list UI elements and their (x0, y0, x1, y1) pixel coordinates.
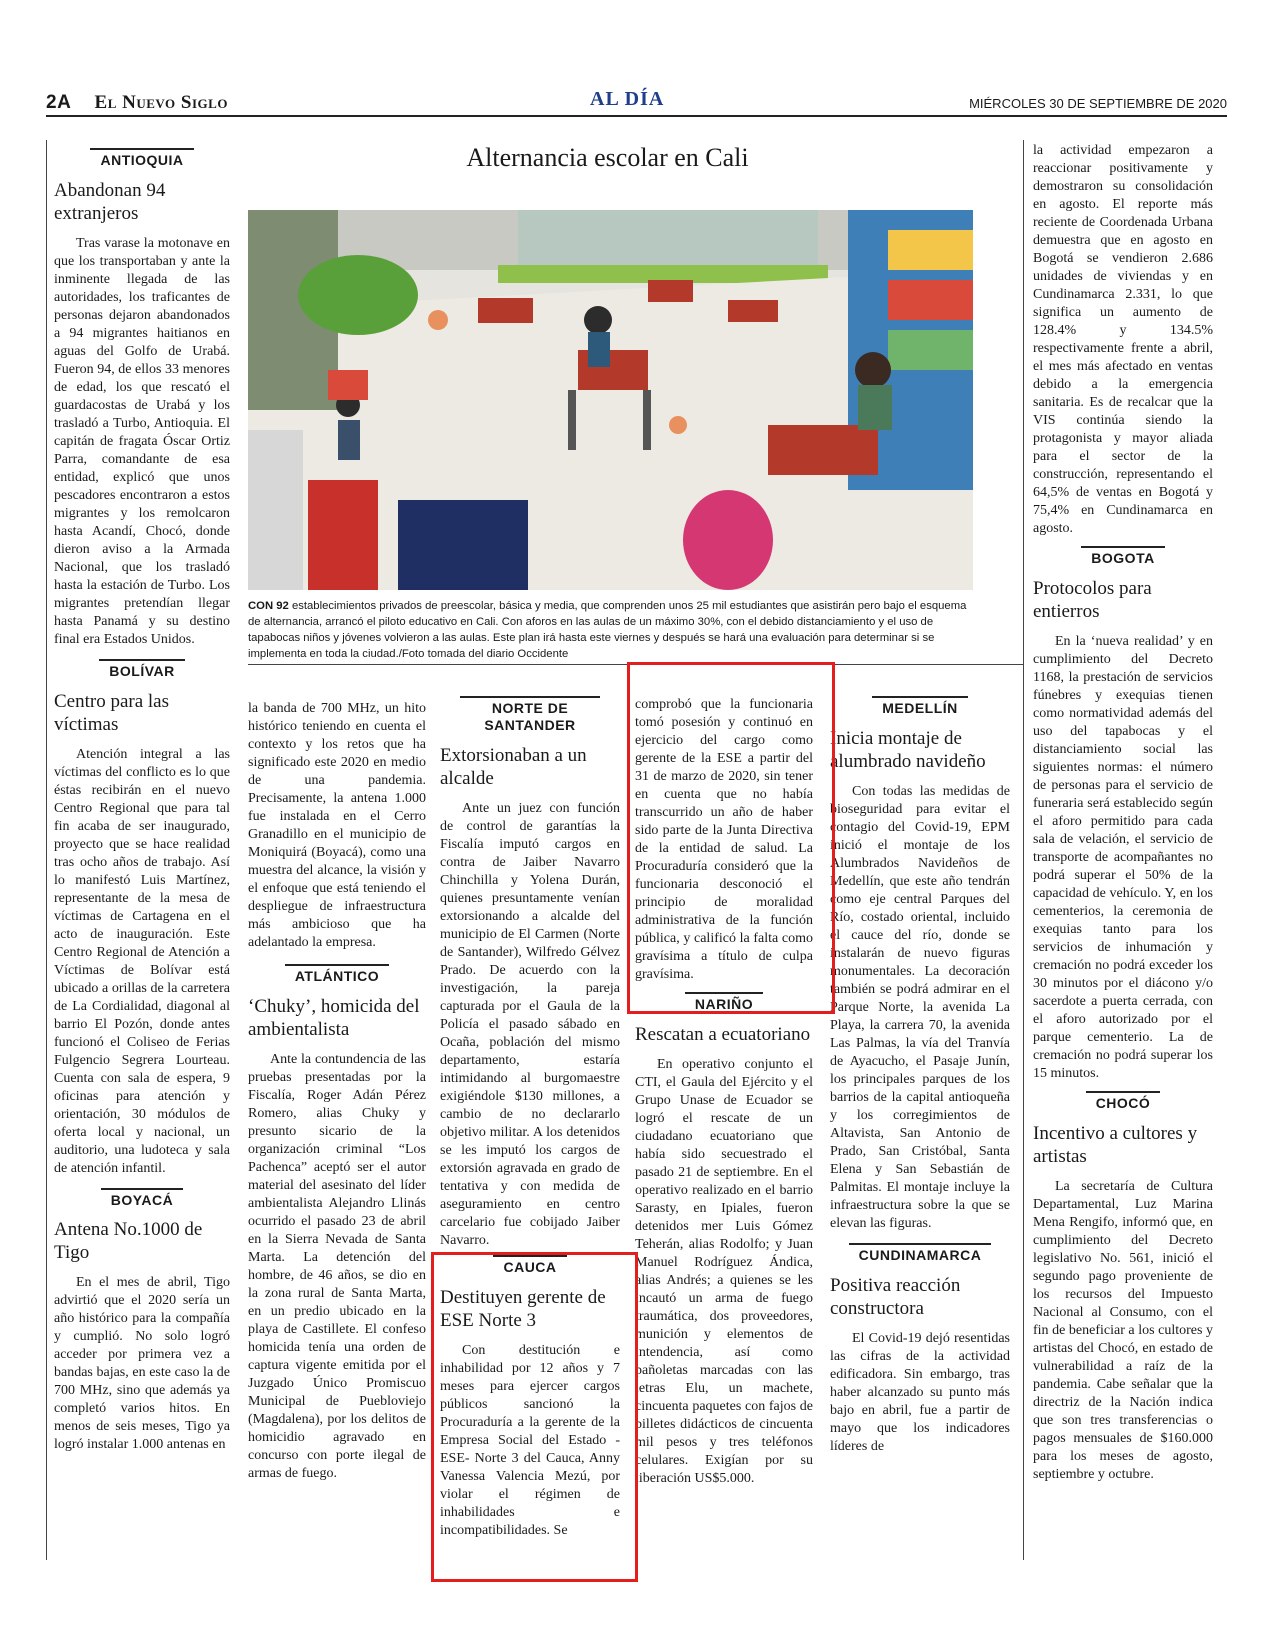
body-bogota: En la ‘nueva realidad’ y en cumplimiento del Decreto 1168, la prestación de servicios fúnebres y exequias tienen como normatividad además del uso del tapabocas y el distanciamiento social las siguientes normas: el número de personas para el servicio de funeraria será establecido según el aforo permitido para cada sala de velación, el servicio de transporte de acompañantes no podrá superar el 50% de la capacidad de vehículo. Y, en los cementerios, la ceremonia de exequias tanto para los servicios de inhumación y cremación no podrá exceder los 30 minutos por el diácono y/o sacerdote a puerta cerrada, con el aforo autorizado por el parque cementerio. La de cremación no podrá superar los 15 minutos. (1033, 633, 1213, 1081)
main-story-title: Alternancia escolar en Cali (466, 143, 749, 172)
photo-caption (248, 598, 976, 662)
section-norte-santander: NORTE DE SANTANDER (460, 696, 600, 734)
column-1 (54, 140, 230, 1454)
body-boyaca-continued: la banda de 700 MHz, un hito histórico teniendo en cuenta el contexto y los retos que ha significado este 2020 en medio de una pandemia. Precisamente, la antena 1.000 fue instalada en el Cerro Granadillo en el municipio de Moniquirá (Boyacá), como una muestra del alcance, la visión y el enfoque que está teniendo el despliegue de infraestructura más ambicioso que ha adelantado la empresa. (248, 701, 426, 950)
caption-text: establecimientos privados de preescolar, básica y media, que comprenden unos 25 mil estudiantes que asistirán pero bajo el esquema de alternancia, arrancó el piloto educativo en Cali. Con aforos en las aulas de un máximo 30%, con el debido distanciamiento y el uso de tapabocas niños y jóvenes volvieron a las aulas. Este plan irá hasta este viernes y después se hará una evaluación para determinar si se implementa en toda la ciudad./Foto tomada del diario Occidente (248, 600, 967, 660)
highlight-box-cauca (431, 1252, 638, 1582)
section-bolivar: BOLÍVAR (99, 659, 184, 680)
classroom-photo (248, 210, 973, 590)
column-6 (1033, 142, 1213, 1484)
newspaper-name: El Nuevo Siglo (94, 92, 228, 113)
column-2 (248, 700, 426, 1483)
body-cauca: Con destitución e inhabilidad por 12 años y 7 meses para ejercer cargos públicos sancionó la Procuraduría a la gerente de la Empresa Social del Estado -ESE- Norte 3 del Cauca, Anny Vanessa Valencia Mezú, por violar el régimen de inhabilidades e incompatibilidades. Se (440, 1342, 620, 1538)
column-3 (440, 696, 620, 1250)
left-margin-rule (46, 140, 47, 1560)
section-choco: CHOCÓ (1086, 1091, 1161, 1112)
body-norte-santander: Ante un juez con función de control de garantías la Fiscalía imputó cargos en contra de Jaiber Navarro Chinchilla y Yolena Durán, quienes presuntamente venían extorsionando a alcalde del municipio de El Carmen (Norte de Santander), Wilfredo Gélvez Prado. De acuerdo con la investigación, la pareja capturada por el Gaula de la Policía el pasado sábado en Ocaña, población del mismo departamento, estaría intimidando al burgomaestre exigiéndole $130 millones, a cambio de no declararlo objetivo militar. A los detenidos se les imputó los cargos de extorsión agravada en grado de tentativa y con medida de aseguramiento en centro carcelario fue cobijado Jaiber Navarro. (440, 800, 620, 1248)
headline-cundinamarca: Positiva reacción constructora (830, 1274, 961, 1319)
headline-atlantico: ‘Chuky’, homicida del ambientalista (248, 995, 420, 1040)
headline-norte-santander: Extorsionaban a un alcalde (440, 744, 587, 789)
headline-narino: Rescatan a ecuatoriano (635, 1023, 811, 1045)
page-number: 2A (46, 92, 72, 113)
headline-boyaca: Antena No.1000 de Tigo (54, 1219, 203, 1264)
section-narino: NARIÑO (685, 992, 763, 1013)
headline-cauca: Destituyen gerente de ESE Norte 3 (440, 1286, 606, 1331)
headline-bolivar: Centro para las víctimas (54, 690, 170, 735)
section-atlantico: ATLÁNTICO (285, 964, 389, 985)
headline-choco: Incentivo a cultores y artistas (1033, 1122, 1198, 1167)
section-bogota: BOGOTA (1081, 546, 1164, 567)
headline-antioquia: Abandonan 94 extranjeros (54, 179, 166, 224)
page-header-left (46, 92, 228, 114)
body-atlantico: Ante la contundencia de las pruebas presentadas por la Fiscalía, Roger Adán Pérez Romero, alias Chuky y presunto sicario de la organización criminal “Los Pachenca” aceptó ser el autor material del asesinato del líder ambientalista Alejandro Llinás ocurrido el pasado 23 de abril en la Sierra Nevada de Santa Marta. La detención del hombre, de 46 años, se dio en la zona rural de Santa Marta, en un predio ubicado en la playa de Castillete. El confeso homicida tenía una orden de captura vigente emitida por el Juzgado Único Promiscuo Municipal de Puebloviejo (Magdalena), por los delitos de homicidio agravado en concurso con porte ilegal de armas de fuego. (248, 1051, 426, 1481)
headline-medellin: Inicia montaje de alumbrado navideño (830, 727, 986, 772)
column-rule-right (1023, 140, 1024, 1560)
section-name: AL DÍA (590, 88, 665, 110)
header-rule (46, 115, 1227, 117)
column-5 (830, 696, 1010, 1456)
highlight-box-cauca-continued (627, 662, 835, 1014)
body-narino: En operativo conjunto el CTI, el Gaula del Ejército y el Grupo Unase de Ecuador se logró el rescate de un ciudadano ecuatoriano que había sido secuestrado el pasado 21 de septiembre. En el operativo realizado en el barrio Sarasty, en Ipiales, fueron detenidos mer Luis Gómez Teherán, alias Rodolfo; y Juan Manuel Rodríguez Ándica, alias Andrés; a quienes se les incautó un arma de fuego traumática, dos proveedores, munición y elementos de intendencia, así como pañoletas marcadas con las letras Elu, un machete, cincuenta paquetes con fajos de billetes didácticos de cincuenta mil pesos y tres teléfonos celulares. Exigían por su liberación US$5.000. (635, 1056, 813, 1486)
body-boyaca: En el mes de abril, Tigo advirtió que el 2020 sería un año histórico para la compañía y cumplió. No solo logró acceder por primera vez a bandas bajas, en este caso la de 700 MHz, sino que además ya completó varios hitos. En menos de seis meses, Tigo ya logró instalar 1.000 antenas en (54, 1275, 230, 1453)
classroom-illustration (248, 210, 973, 590)
section-cundinamarca: CUNDINAMARCA (849, 1243, 992, 1264)
section-antioquia: ANTIOQUIA (90, 148, 193, 169)
section-boyaca: BOYACÁ (101, 1188, 183, 1209)
body-cundinamarca-continued: la actividad empezaron a reaccionar positivamente y demostraron su consolidación en agosto. El reporte más reciente de Coordenada Urbana demuestra que en agosto en Bogotá se vendieron 2.686 unidades de viviendas y en Cundinamarca 2.331, lo que significa un aumento de 128.4% y 134.5% respectivamente frente a abril, el mes más afectado en ventas debido a la emergencia sanitaria. Es de recalcar que la VIS continúa siendo la protagonista y mayor aliada para el sector de la construcción, representando el 64,5% de ventas en Bogotá y 75,4% en Cundinamarca en agosto. (1033, 143, 1213, 536)
body-bolivar: Atención integral a las víctimas del conflicto es lo que éstas recibirán en el nuevo Centro Regional que para tal fin acaba de ser inaugurado, proyecto que se hace realidad tras ocho años de trabajo. Así lo manifestó Luis Martínez, representante de la mesa de víctimas de Cartagena en el acto de inauguración. Este Centro Regional de Atención a Víctimas de Bolívar está ubicado a orillas de la carretera de La Cordialidad, diagonal al barrio El Pozón, donde antes funcionó el Coliseo de Ferias Fulgencio Segrera Lourteau. Cuenta con sala de espera, 9 oficinas para atención y orientación, 30 módulos de oferta local y nacional, un auditorio, una ludoteca y sala de atención infantil. (54, 746, 230, 1176)
headline-bogota: Protocolos para entierros (1033, 577, 1152, 622)
body-antioquia: Tras varase la motonave en que los transportaban y ante la inminente llegada de las autoridades, los traficantes de personas dejaron abandonados a 94 migrantes haitianos en aguas del Golfo de Urabá. Fueron 94, de ellos 33 menores de edad, los que rescató el guardacostas de Urabá y los trasladó a Turbo, Antioquia. El capitán de fragata Óscar Ortiz Parra, comandante de esa entidad, explicó que unos pescadores encontraron a estos migrantes y los remolcaron hasta Acandí, Chocó, donde dieron aviso a la Armada Nacional, que los trasladó hasta la estación de Turbo. Los migrantes pretendían llegar hasta Panamá y su destino final era Estados Unidos. (54, 235, 230, 647)
body-choco: La secretaría de Cultura Departamental, Luz Marina Mena Rengifo, informó que, en cumplimiento del Decreto legislativo No. 561, inició el segundo pago proveniente de los recursos del Impuesto Nacional al Consumo, con el fin de beneficiar a los cultores y artistas del Chocó, en estado de vulnerabilidad a raíz de la pandemia. Cabe señalar que la directriz de la Nación indica que son tres transferencias o pagos mensuales de $160.000 para los meses de agosto, septiembre y octubre. (1033, 1178, 1213, 1482)
page-date: MIÉRCOLES 30 DE SEPTIEMBRE DE 2020 (969, 96, 1227, 111)
section-medellin: MEDELLÍN (872, 696, 968, 717)
body-medellin: Con todas las medidas de bioseguridad para evitar el contagio del Covid-19, EPM inició el montaje de los Alumbrados Navideños de Medellín, que este año tendrán como eje central Parques del Río, costado oriental, incluido el cauce del río, donde se instalarán de nuevo figuras monumentales. La decoración también se podrá admirar en el Parque Norte, la avenida La Playa, la carrera 70, la avenida Las Palmas, la vía del Tranvía de Ayacucho, el Pasaje Junín, los principales parques de los barrios de la capital antioqueña y los corregimientos de Altavista, San Antonio de Prado, San Cristóbal, Santa Elena y San Sebastián de Palmitas. El montaje incluye la infraestructura sobre la que se elevan las figuras. (830, 783, 1010, 1231)
section-cauca: CAUCA (493, 1255, 566, 1276)
body-cauca-continued: comprobó que la funcionaria tomó posesión y continuó en ejercicio del cargo como gerente de la ESE a partir del 31 de marzo de 2020, sin tener en cuenta que no había transcurrido un año de haber sido parte de la Junta Directiva de la entidad de salud. La Procuraduría consideró que la funcionaria desconoció el principio de moralidad administrativa de la función pública, y calificó la falta como gravísima a título de culpa gravísima. (635, 697, 813, 982)
body-cundinamarca: El Covid-19 dejó resentidas las cifras de la actividad edificadora. Sin embargo, tras haber alcanzado su punto más bajo en abril, fue a partir de mayo que los indicadores líderes de (830, 1330, 1010, 1454)
caption-lead: CON 92 (248, 600, 289, 612)
